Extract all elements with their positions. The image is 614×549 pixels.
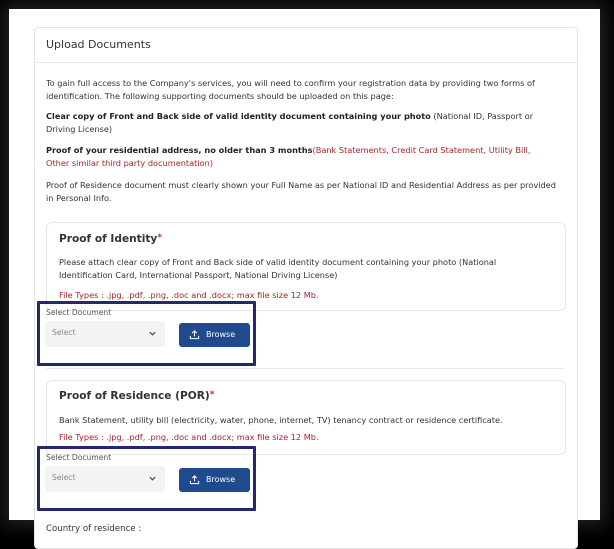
residence-document-select[interactable] (45, 466, 165, 492)
residence-select-label: Select Document (46, 453, 112, 462)
identity-requirement-bold: Clear copy of Front and Back side of valid identity document containing your photo (46, 111, 431, 121)
chevron-down-icon (148, 474, 157, 483)
identity-requirement-rest: (National ID, Passport or Driving License) (46, 111, 534, 134)
proof-of-residence-card (46, 380, 566, 455)
upload-icon (189, 474, 200, 485)
address-requirement (46, 144, 556, 170)
page-frame (9, 9, 600, 534)
proof-of-residence-title (59, 390, 215, 402)
proof-of-identity-card (46, 222, 566, 311)
proof-of-residence-file-types: File Types : .jpg, .pdf, .png, .doc and .docx; max file size 12 Mb. (59, 432, 319, 442)
proof-of-identity-title (59, 233, 162, 245)
proof-of-residence-description: Bank Statement, utility bill (electricity, water, phone, internet, TV) tenancy contract or residence certificate. (59, 415, 503, 425)
country-of-residence-label: Country of residence : (46, 524, 142, 534)
identity-select-label: Select Document (46, 308, 112, 317)
intro-text: To gain full access to the Company's services, you will need to confirm your registration data by providing two forms of identification. The following supporting documents should be uploaded on this page: (46, 78, 535, 101)
proof-of-identity-description: Please attach clear copy of Front and Back side of valid identity document containing your photo (National Identification Card, International Passport, National Driving License) (59, 257, 497, 280)
residence-browse-button[interactable] (179, 468, 250, 492)
residence-browse-label: Browse (206, 475, 236, 484)
identity-upload-highlight (37, 301, 256, 366)
section-divider (46, 368, 564, 369)
identity-browse-label: Browse (206, 330, 236, 339)
identity-requirement (46, 110, 556, 136)
proof-of-residence-title-text: Proof of Residence (POR) (59, 390, 210, 402)
page-title: Upload Documents (46, 38, 151, 51)
identity-select-value: Select (52, 328, 76, 337)
upload-icon (189, 329, 200, 340)
title-divider (35, 62, 577, 63)
residence-upload-highlight (37, 446, 256, 511)
address-requirement-examples: (Bank Statements, Credit Card Statement, Utility Bill, Other similar third party documentation) (46, 145, 531, 168)
proof-of-identity-title-text: Proof of Identity (59, 233, 158, 245)
proof-of-identity-file-types: File Types : .jpg, .pdf, .png, .doc and .docx; max file size 12 Mb. (59, 290, 319, 300)
required-mark: * (209, 390, 215, 400)
identity-browse-button[interactable] (179, 323, 250, 347)
required-mark: * (157, 233, 163, 243)
residence-note: Proof of Residence document must clearly shown your Full Name as per National ID and Residential Address as per provided in Personal Info. (46, 180, 556, 203)
address-requirement-bold: Proof of your residential address, no older than 3 months (46, 145, 313, 155)
residence-select-value: Select (52, 473, 76, 482)
identity-document-select[interactable] (45, 321, 165, 347)
chevron-down-icon (148, 329, 157, 338)
